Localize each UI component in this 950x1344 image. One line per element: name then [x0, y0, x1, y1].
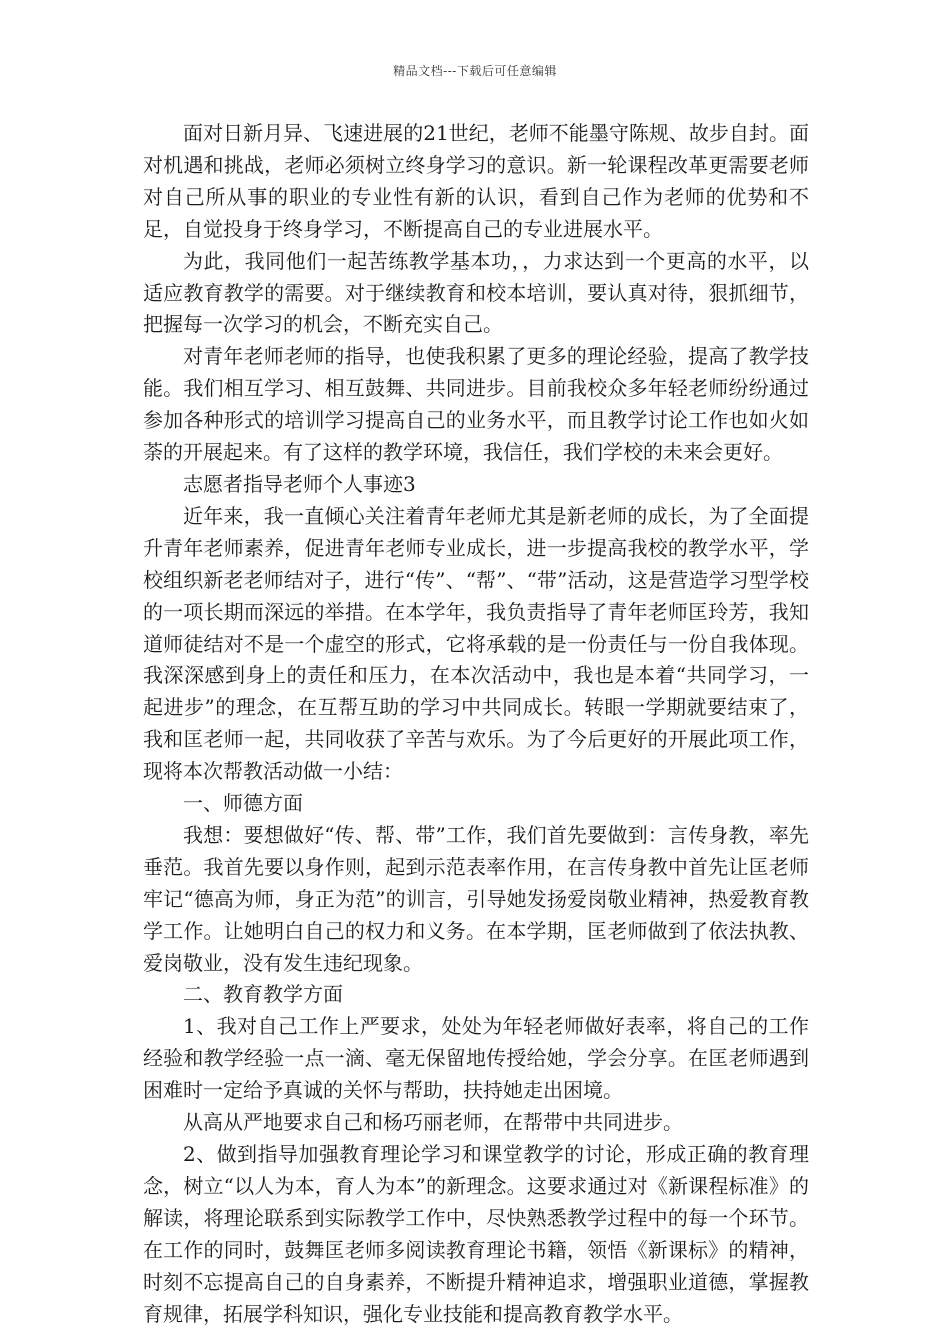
paragraph: 近年来，我一直倾心关注着青年老师尤其是新老师的成长，为了全面提升青年老师素养，促进青年老师专业成长，进一步提高我校的教学水平，学校组织新老老师结对子，进行“传”、“帮”、“带”活动，这是营造学习型学校的一项长期而深远的举措。在本学年，我负责指导了青年老师匡玲芳，我知道师徒结对不是一个虚空的形式，它将承载的是一份责任与一份自我体现。我深深感到身上的责任和压力，在本次活动中，我也是本着“共同学习，一起进步”的理念，在互帮互助的学习中共同成长。转眼一学期就要结束了，我和匡老师一起，共同收获了辛苦与欢乐。为了今后更好的开展此项工作，现将本次帮教活动做一小结：	[143, 503, 809, 784]
paragraph: 我想：要想做好“传、帮、带”工作，我们首先要做到：言传身教，率先垂范。我首先要以身作则，起到示范表率作用，在言传身教中首先让匡老师牢记“德高为师，身正为范”的训言，引导她发扬爱岗敬业精神，热爱教育教学工作。让她明白自己的权力和义务。在本学期，匡老师做到了依法执教、爱岗敬业，没有发生违纪现象。	[143, 822, 809, 975]
paragraph: 为此，我同他们一起苦练教学基本功，，力求达到一个更高的水平，以适应教育教学的需要。对于继续教育和校本培训，要认真对待，狠抓细节，把握每一次学习的机会，不断充实自己。	[143, 248, 809, 337]
paragraph: 从高从严地要求自己和杨巧丽老师，在帮带中共同进步。	[183, 1110, 683, 1135]
section-title: 志愿者指导老师个人事迹3	[183, 471, 416, 496]
document-body	[143, 118, 809, 1330]
paragraph: 2、做到指导加强教育理论学习和课堂教学的讨论，形成正确的教育理念，树立“以人为本，育人为本”的新理念。这要求通过对《新课程标准》的解读，将理论联系到实际教学工作中，尽快熟悉教学过程中的每一个环节。在工作的同时，鼓舞匡老师多阅读教育理论书籍，领悟《新课标》的精神，时刻不忘提高自己的自身素养，不断提升精神追求，增强职业道德，掌握教育规律，拓展学科知识，强化专业技能和提高教育教学水平。	[143, 1142, 809, 1326]
paragraph: 对青年老师老师的指导，也使我积累了更多的理论经验，提高了教学技能。我们相互学习、相互鼓舞、共同进步。目前我校众多年轻老师纷纷通过参加各种形式的培训学习提高自己的业务水平，而且教学讨论工作也如火如荼的开展起来。有了这样的教学环境，我信任，我们学校的未来会更好。	[143, 344, 809, 465]
paragraph: 1、我对自己工作上严要求，处处为年轻老师做好表率，将自己的工作经验和教学经验一点一滴、毫无保留地传授给她，学会分享。在匡老师遇到困难时一定给予真诚的关怀与帮助，扶持她走出困境。	[143, 1014, 809, 1103]
page-header: 精品文档---下载后可任意编辑	[393, 64, 557, 78]
section-heading: 二、教育教学方面	[183, 982, 343, 1007]
paragraph: 面对日新月异、飞速进展的21世纪，老师不能墨守陈规、故步自封。面对机遇和挑战，老师必须树立终身学习的意识。新一轮课程改革更需要老师对自己所从事的职业的专业性有新的认识，看到自己作为老师的优势和不足，自觉投身于终身学习，不断提高自己的专业进展水平。	[143, 121, 809, 241]
section-heading: 一、师德方面	[183, 791, 303, 816]
